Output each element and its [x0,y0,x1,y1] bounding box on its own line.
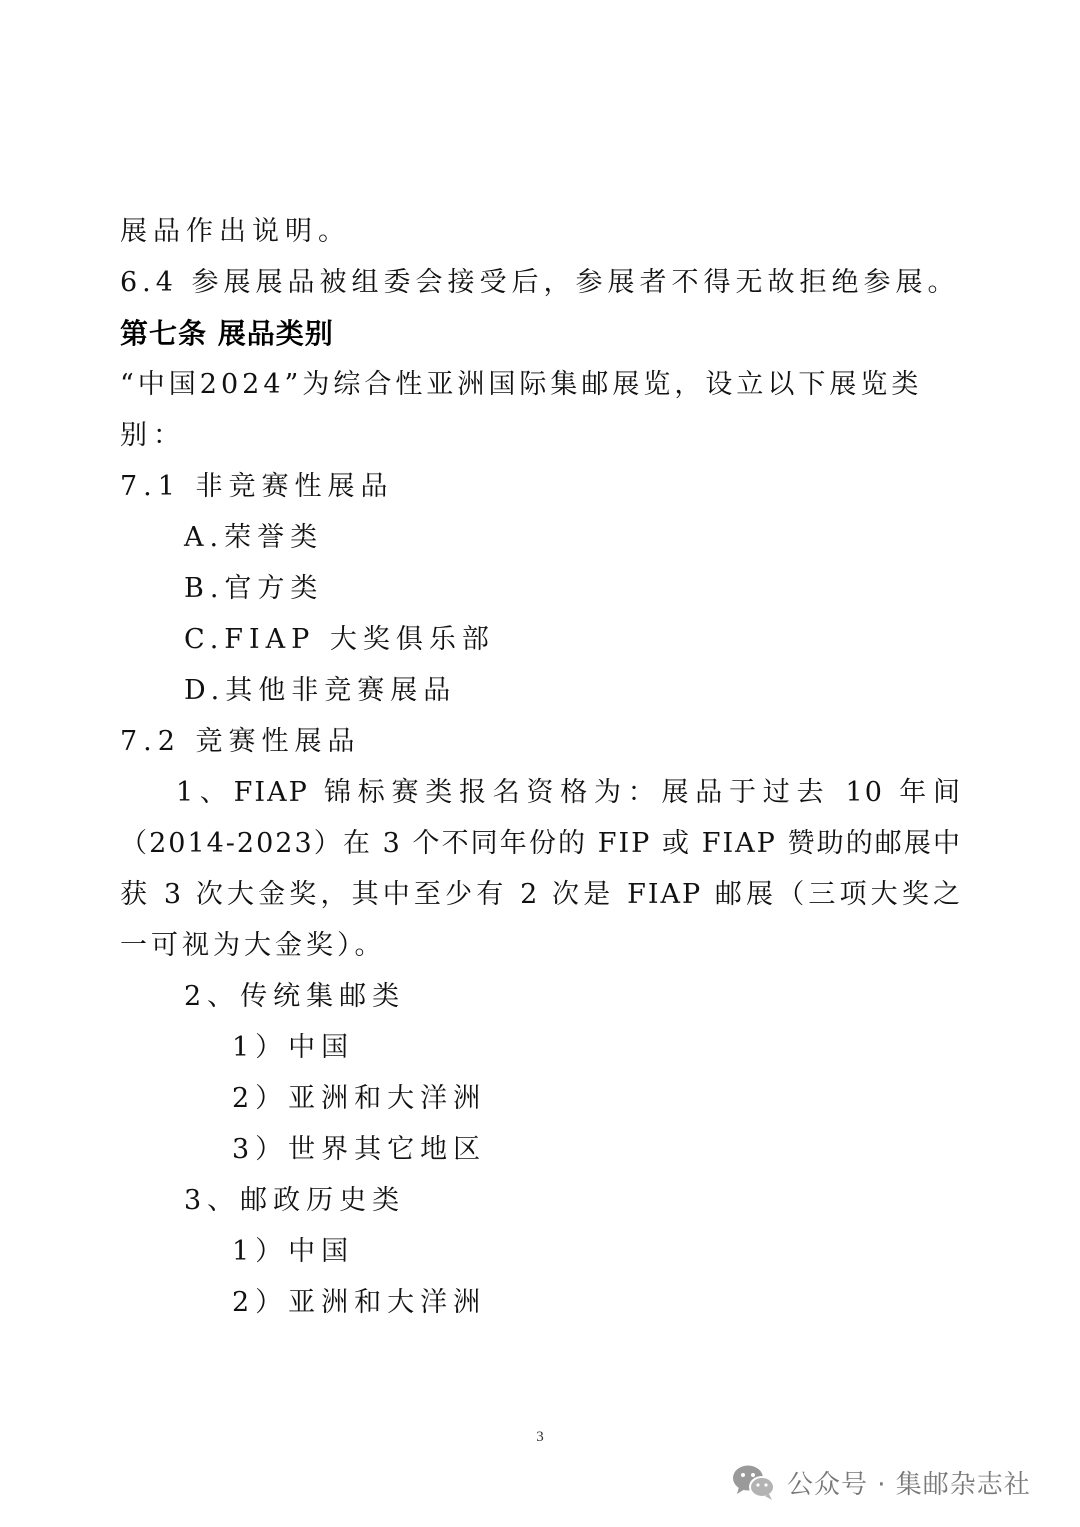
text-line: 1、FIAP 锦标赛类报名资格为：展品于过去 10 年间 [176,777,962,808]
subsection-7-2: 7.2 竞赛性展品 [120,726,361,757]
section-heading: 第七条 展品类别 [120,317,334,350]
list-item: 1）中国 [232,1236,355,1267]
list-item: B.官方类 [184,573,324,604]
watermark-text: 公众号 · 集邮杂志社 [787,1469,1031,1500]
text-line: 别： [120,420,186,451]
list-item: 2）亚洲和大洋洲 [232,1083,487,1114]
text-line: （2014-2023）在 3 个不同年份的 FIP 或 FIAP 赞助的邮展中 [120,828,962,859]
list-item: 2）亚洲和大洋洲 [232,1287,487,1318]
list-item: A.荣誉类 [184,522,324,553]
text-line: 展品作出说明。 [120,216,351,247]
text-line: “中国2024”为综合性亚洲国际集邮展览，设立以下展览类 [120,369,923,400]
watermark [731,1457,1031,1507]
wechat-icon [731,1462,777,1502]
text-line: 获 3 次大金奖，其中至少有 2 次是 FIAP 邮展（三项大奖之 [120,879,962,910]
paragraph-fiap-eligibility [120,775,962,928]
list-item: C.FIAP 大奖俱乐部 [184,624,495,655]
list-item: 3）世界其它地区 [232,1134,487,1165]
page-number: 3 [536,1429,544,1445]
list-item: 1）中国 [232,1032,355,1063]
clause-6-4: 6.4 参展展品被组委会接受后，参展者不得无故拒绝参展。 [120,267,960,298]
list-item: D.其他非竞赛展品 [184,675,457,706]
category-heading: 2、传统集邮类 [184,981,406,1012]
category-heading: 3、邮政历史类 [184,1185,406,1216]
subsection-7-1: 7.1 非竞赛性展品 [120,471,394,502]
text-line: 一可视为大金奖）。 [120,930,386,961]
